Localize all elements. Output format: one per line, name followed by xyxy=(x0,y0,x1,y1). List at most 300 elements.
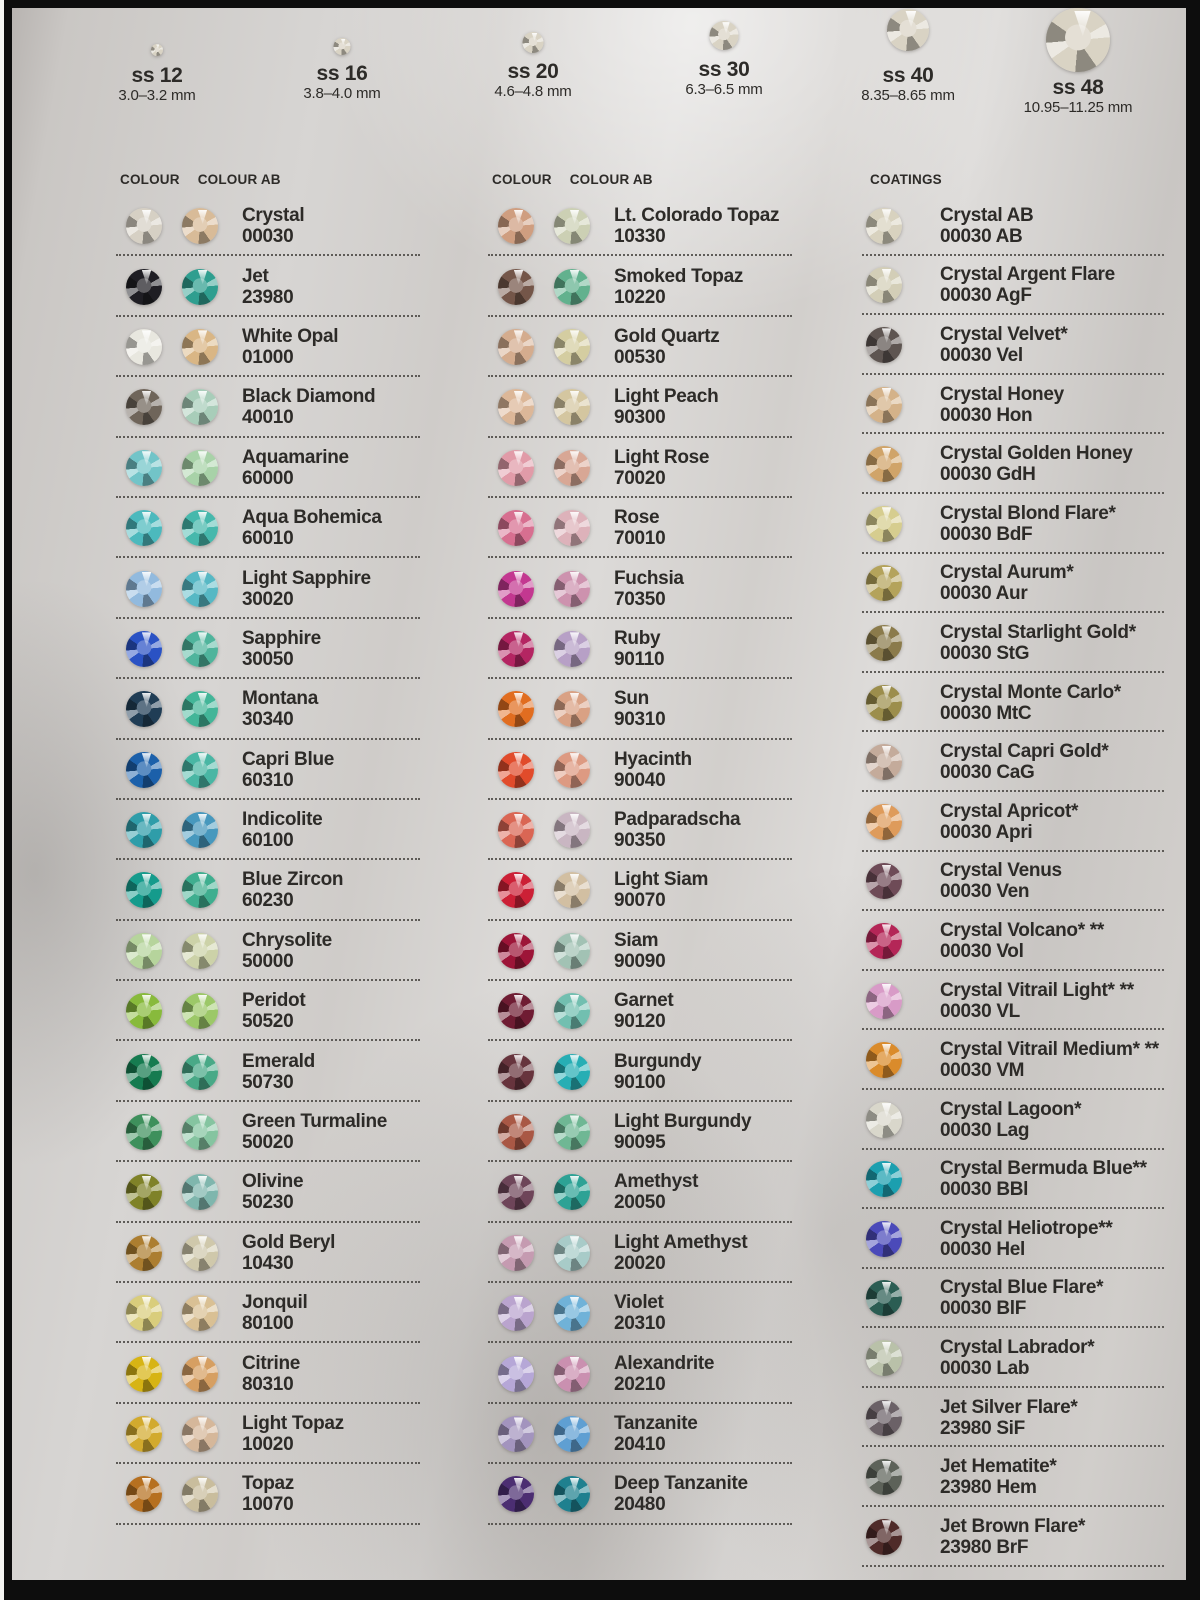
colour-swatch xyxy=(498,269,534,305)
colour-name: Aqua Bohemica xyxy=(242,507,382,529)
colour-name: Amethyst xyxy=(614,1171,699,1193)
colour-name: Crystal Honey xyxy=(940,383,1064,405)
colour-name: Jet Hematite* xyxy=(940,1456,1057,1478)
colour-name: Crystal Starlight Gold* xyxy=(940,621,1136,643)
colour-name: Light Burgundy xyxy=(614,1111,752,1133)
colour-text xyxy=(940,264,1115,306)
colour-code: 90070 xyxy=(614,890,666,912)
colour-row xyxy=(860,1209,1170,1269)
column-colour-2 xyxy=(486,172,798,1525)
colour-code: 00030 Hel xyxy=(940,1238,1025,1260)
colour-text xyxy=(242,749,334,791)
colour-name: Fuchsia xyxy=(614,567,684,589)
colour-text xyxy=(940,920,1104,962)
coating-swatch xyxy=(866,685,902,721)
colour-ab-swatch xyxy=(554,269,590,305)
colour-code: 00030 MtC xyxy=(940,702,1032,724)
colour-name: Ruby xyxy=(614,627,661,649)
colour-code: 23980 BrF xyxy=(940,1536,1029,1558)
colour-ab-swatch xyxy=(182,872,218,908)
colour-text xyxy=(940,324,1068,366)
colour-name: Capri Blue xyxy=(242,748,335,770)
size-mm: 4.6–4.8 mm xyxy=(494,83,572,100)
colour-name: White Opal xyxy=(242,325,339,347)
coating-swatch xyxy=(866,983,902,1019)
colour-swatch xyxy=(126,329,162,365)
colour-code: 23980 SiF xyxy=(940,1417,1025,1439)
colour-code: 90100 xyxy=(614,1071,666,1093)
coating-swatch xyxy=(866,1459,902,1495)
colour-ab-swatch xyxy=(554,450,590,486)
colour-swatch xyxy=(126,933,162,969)
coating-swatch xyxy=(866,744,902,780)
colour-ab-swatch xyxy=(182,1054,218,1090)
colour-swatch xyxy=(498,571,534,607)
colour-code: 90095 xyxy=(614,1132,666,1154)
colour-swatch xyxy=(498,1416,534,1452)
colour-swatch xyxy=(126,269,162,305)
colour-row xyxy=(114,438,426,498)
colour-ab-swatch xyxy=(554,933,590,969)
column-header-label: COLOUR AB xyxy=(569,172,653,187)
colour-code: 10070 xyxy=(242,1494,294,1516)
colour-code: 20210 xyxy=(614,1373,666,1395)
colour-name: Gold Beryl xyxy=(242,1231,336,1253)
column-headers xyxy=(860,172,1170,196)
colour-text xyxy=(614,447,709,489)
colour-ab-swatch xyxy=(554,1476,590,1512)
colour-swatch xyxy=(126,1416,162,1452)
column-headers xyxy=(486,172,798,196)
colour-text xyxy=(614,1051,701,1093)
colour-swatch xyxy=(126,1295,162,1331)
colour-row xyxy=(114,1041,426,1101)
colour-text xyxy=(940,443,1133,485)
colour-name: Green Turmaline xyxy=(242,1111,388,1133)
colour-text xyxy=(614,688,665,730)
colour-name: Light Amethyst xyxy=(614,1231,748,1253)
colour-code: 90350 xyxy=(614,830,666,852)
colour-ab-swatch xyxy=(182,1114,218,1150)
colour-name: Crystal Vitrail Medium* ** xyxy=(940,1039,1159,1061)
colour-row xyxy=(486,196,798,256)
colour-name: Sapphire xyxy=(242,627,321,649)
colour-text xyxy=(940,503,1116,545)
colour-ab-swatch xyxy=(554,1416,590,1452)
colour-ab-swatch xyxy=(182,631,218,667)
colour-row xyxy=(486,860,798,920)
colour-ab-swatch xyxy=(182,269,218,305)
colour-text xyxy=(242,1353,300,1395)
colour-name: Crystal Heliotrope** xyxy=(940,1217,1113,1239)
size-label: ss 40 xyxy=(882,64,934,87)
colour-code: 90310 xyxy=(614,709,666,731)
colour-row xyxy=(114,1343,426,1403)
colour-code: 20310 xyxy=(614,1313,666,1335)
colour-row xyxy=(486,981,798,1041)
coating-swatch xyxy=(866,267,902,303)
colour-text xyxy=(242,1413,344,1455)
colour-swatch xyxy=(498,752,534,788)
colour-name: Crystal xyxy=(242,205,305,227)
colour-text xyxy=(940,1456,1056,1498)
colour-text xyxy=(242,507,382,549)
colour-row xyxy=(486,1162,798,1222)
colour-code: 00030 Lab xyxy=(940,1358,1030,1380)
colour-swatch xyxy=(126,1054,162,1090)
colour-text xyxy=(242,930,332,972)
colour-row xyxy=(114,981,426,1041)
colour-code: 00030 GdH xyxy=(940,464,1036,486)
colour-name: Crystal Lagoon* xyxy=(940,1098,1082,1120)
colour-code: 00530 xyxy=(614,346,666,368)
colour-ab-swatch xyxy=(554,993,590,1029)
colour-name: Crystal Golden Honey xyxy=(940,443,1133,465)
colour-swatch xyxy=(126,812,162,848)
colour-name: Light Sapphire xyxy=(242,567,371,589)
colour-code: 50000 xyxy=(242,950,294,972)
colour-row xyxy=(114,1283,426,1343)
colour-code: 90090 xyxy=(614,950,666,972)
colour-text xyxy=(242,628,321,670)
crystal-size-gem xyxy=(887,9,929,51)
colour-row xyxy=(860,1328,1170,1388)
size-label: ss 16 xyxy=(316,62,368,85)
colour-name: Crystal Apricot* xyxy=(940,800,1079,822)
colour-name: Crystal Argent Flare xyxy=(940,264,1115,286)
colour-row xyxy=(486,740,798,800)
colour-row xyxy=(114,1162,426,1222)
colour-row xyxy=(860,673,1170,733)
coating-swatch xyxy=(866,1042,902,1078)
column-header-label: COLOUR AB xyxy=(197,172,281,187)
colour-swatch xyxy=(498,510,534,546)
colour-text xyxy=(242,688,318,730)
colour-text xyxy=(940,1516,1085,1558)
colour-code: 70350 xyxy=(614,588,666,610)
colour-name: Sun xyxy=(614,688,649,710)
colour-text xyxy=(614,507,665,549)
colour-row xyxy=(114,1404,426,1464)
colour-text xyxy=(242,809,322,851)
colour-swatch xyxy=(498,208,534,244)
colour-name: Aquamarine xyxy=(242,446,349,468)
colour-code: 00030 Vel xyxy=(940,344,1023,366)
size-mm: 8.35–8.65 mm xyxy=(861,87,955,104)
size-mm: 10.95–11.25 mm xyxy=(1023,99,1133,116)
colour-ab-swatch xyxy=(554,510,590,546)
colour-row xyxy=(860,494,1170,554)
colour-code: 70020 xyxy=(614,467,666,489)
colour-name: Crystal Aurum* xyxy=(940,562,1074,584)
colour-ab-swatch xyxy=(182,329,218,365)
colour-code: 60100 xyxy=(242,830,294,852)
colour-name: Jonquil xyxy=(242,1292,308,1314)
colour-row xyxy=(486,377,798,437)
colour-text xyxy=(242,568,371,610)
colour-row xyxy=(860,1090,1170,1150)
size-mm: 3.8–4.0 mm xyxy=(303,85,381,102)
colour-text xyxy=(242,447,349,489)
coating-swatch xyxy=(866,1340,902,1376)
colour-code: 00030 Vol xyxy=(940,940,1024,962)
colour-name: Crystal Monte Carlo* xyxy=(940,681,1121,703)
colour-text xyxy=(614,930,665,972)
colour-name: Jet Brown Flare* xyxy=(940,1515,1086,1537)
colour-row xyxy=(486,800,798,860)
colour-row xyxy=(114,256,426,316)
colour-text xyxy=(614,568,684,610)
colour-row xyxy=(114,619,426,679)
coating-swatch xyxy=(866,1400,902,1436)
colour-text xyxy=(940,205,1033,247)
colour-text xyxy=(940,1099,1081,1141)
colour-code: 20050 xyxy=(614,1192,666,1214)
colour-ab-swatch xyxy=(554,389,590,425)
colour-swatch xyxy=(498,812,534,848)
coating-swatch xyxy=(866,804,902,840)
colour-text xyxy=(940,801,1078,843)
colour-swatch xyxy=(126,993,162,1029)
colour-text xyxy=(940,1039,1159,1081)
colour-text xyxy=(242,1232,335,1274)
colour-code: 01000 xyxy=(242,346,294,368)
colour-name: Crystal Bermuda Blue** xyxy=(940,1158,1147,1180)
colour-swatch xyxy=(498,1174,534,1210)
colour-ab-swatch xyxy=(554,1054,590,1090)
colour-swatch xyxy=(126,1356,162,1392)
coating-swatch xyxy=(866,1519,902,1555)
colour-swatch xyxy=(126,631,162,667)
colour-code: 00030 BBl xyxy=(940,1179,1029,1201)
column-header-label: COATINGS xyxy=(870,172,942,187)
colour-code: 00030 Hon xyxy=(940,404,1033,426)
colour-row xyxy=(114,800,426,860)
colour-ab-swatch xyxy=(182,691,218,727)
colour-text xyxy=(242,1051,315,1093)
colour-row xyxy=(486,921,798,981)
colour-code: 00030 Apri xyxy=(940,821,1033,843)
chart-card xyxy=(12,8,1186,1580)
coating-swatch xyxy=(866,565,902,601)
colour-ab-swatch xyxy=(182,993,218,1029)
colour-name: Violet xyxy=(614,1292,664,1314)
coating-swatch xyxy=(866,625,902,661)
colour-text xyxy=(614,809,740,851)
colour-text xyxy=(614,869,708,911)
size-mm: 6.3–6.5 mm xyxy=(685,81,763,98)
colour-row xyxy=(860,1507,1170,1567)
colour-text xyxy=(614,990,673,1032)
colour-name: Crystal AB xyxy=(940,204,1034,226)
colour-row xyxy=(114,377,426,437)
colour-code: 60310 xyxy=(242,769,294,791)
colour-code: 00030 AB xyxy=(940,225,1023,247)
colour-ab-swatch xyxy=(182,812,218,848)
colour-text xyxy=(940,1158,1147,1200)
colour-ab-swatch xyxy=(182,752,218,788)
coating-swatch xyxy=(866,923,902,959)
colour-name: Montana xyxy=(242,688,319,710)
colour-name: Tanzanite xyxy=(614,1413,698,1434)
colour-swatch xyxy=(498,1476,534,1512)
colour-text xyxy=(614,1413,698,1455)
colour-text xyxy=(940,682,1121,724)
colour-name: Deep Tanzanite xyxy=(614,1473,748,1495)
colour-swatch xyxy=(126,1235,162,1271)
colour-text xyxy=(614,1232,747,1274)
colour-swatch xyxy=(126,208,162,244)
colour-row xyxy=(114,1102,426,1162)
colour-swatch xyxy=(498,1054,534,1090)
colour-swatch xyxy=(126,450,162,486)
colour-code: 10330 xyxy=(614,226,666,248)
colour-row xyxy=(860,1447,1170,1507)
column-header-label: COLOUR xyxy=(492,172,552,187)
colour-row xyxy=(860,1269,1170,1329)
colour-text xyxy=(940,1277,1103,1319)
colour-ab-swatch xyxy=(182,1174,218,1210)
colour-code: 00030 BdF xyxy=(940,523,1033,545)
crystal-size-gem xyxy=(523,32,544,53)
colour-code: 23980 Hem xyxy=(940,1477,1037,1499)
colour-name: Crystal Vitrail Light* ** xyxy=(940,979,1134,1001)
colour-text xyxy=(242,869,343,911)
colour-text xyxy=(614,386,718,428)
colour-name: Crystal Blue Flare* xyxy=(940,1277,1104,1299)
crystal-size-gem xyxy=(334,38,351,55)
colour-name: Chrysolite xyxy=(242,929,332,951)
colour-ab-swatch xyxy=(554,752,590,788)
coating-swatch xyxy=(866,327,902,363)
colour-name: Peridot xyxy=(242,990,306,1012)
colour-code: 00030 Ven xyxy=(940,881,1030,903)
coating-swatch xyxy=(866,208,902,244)
colour-code: 30340 xyxy=(242,709,294,731)
colour-row xyxy=(486,1223,798,1283)
colour-row xyxy=(114,498,426,558)
colour-row xyxy=(486,1404,798,1464)
colour-ab-swatch xyxy=(554,631,590,667)
colour-text xyxy=(614,1473,748,1515)
colour-text xyxy=(242,1473,294,1515)
colour-code: 50020 xyxy=(242,1132,294,1154)
colour-name: Hyacinth xyxy=(614,748,692,770)
colour-ab-swatch xyxy=(554,571,590,607)
colour-code: 80100 xyxy=(242,1313,294,1335)
colour-text xyxy=(614,266,743,308)
colour-row xyxy=(114,1223,426,1283)
colour-text xyxy=(940,1337,1094,1379)
coating-swatch xyxy=(866,1221,902,1257)
colour-row xyxy=(860,971,1170,1031)
colour-name: Olivine xyxy=(242,1171,304,1193)
colour-swatch xyxy=(498,1114,534,1150)
colour-row xyxy=(860,792,1170,852)
colour-ab-swatch xyxy=(182,1356,218,1392)
colour-text xyxy=(940,384,1064,426)
colour-code: 00030 VM xyxy=(940,1060,1025,1082)
colour-row xyxy=(114,558,426,618)
colour-name: Burgundy xyxy=(614,1050,702,1072)
crystal-size-gem xyxy=(710,21,739,50)
colour-code: 60010 xyxy=(242,528,294,550)
colour-name: Rose xyxy=(614,507,660,529)
colour-swatch xyxy=(498,329,534,365)
colour-code: 90110 xyxy=(614,648,665,670)
colour-ab-swatch xyxy=(182,208,218,244)
colour-name: Emerald xyxy=(242,1050,315,1072)
colour-row xyxy=(860,1388,1170,1448)
colour-row xyxy=(114,860,426,920)
colour-text xyxy=(242,1171,303,1213)
colour-name: Topaz xyxy=(242,1473,294,1495)
colour-row xyxy=(486,1464,798,1524)
colour-name: Citrine xyxy=(242,1352,301,1374)
colour-text xyxy=(242,1292,307,1334)
colour-code: 00030 VL xyxy=(940,1000,1020,1022)
colour-code: 20410 xyxy=(614,1434,666,1455)
colour-row xyxy=(486,498,798,558)
colour-ab-swatch xyxy=(554,872,590,908)
colour-row xyxy=(486,679,798,739)
colour-swatch xyxy=(498,1295,534,1331)
colour-code: 00030 xyxy=(242,226,294,248)
colour-swatch xyxy=(126,389,162,425)
colour-code: 30020 xyxy=(242,588,294,610)
colour-swatch xyxy=(498,933,534,969)
colour-ab-swatch xyxy=(554,812,590,848)
colour-text xyxy=(940,1218,1112,1260)
colour-text xyxy=(242,326,338,368)
colour-code: 00030 CaG xyxy=(940,762,1035,784)
colour-code: 00030 StG xyxy=(940,642,1030,664)
colour-name: Alexandrite xyxy=(614,1352,715,1374)
colour-code: 90300 xyxy=(614,407,666,429)
colour-ab-swatch xyxy=(182,1416,218,1452)
coating-swatch xyxy=(866,446,902,482)
colour-text xyxy=(940,622,1136,664)
colour-row xyxy=(486,558,798,618)
colour-code: 90120 xyxy=(614,1011,666,1033)
coating-swatch xyxy=(866,387,902,423)
colour-code: 00030 BlF xyxy=(940,1298,1027,1320)
colour-swatch xyxy=(126,1114,162,1150)
colour-row xyxy=(486,317,798,377)
column-colour-1 xyxy=(114,172,426,1525)
colour-ab-swatch xyxy=(554,1295,590,1331)
coating-swatch xyxy=(866,863,902,899)
colour-text xyxy=(614,1353,714,1395)
colour-text xyxy=(614,326,719,368)
colour-ab-swatch xyxy=(554,1114,590,1150)
colour-code: 10220 xyxy=(614,286,666,308)
colour-text xyxy=(614,205,779,247)
colour-row xyxy=(486,438,798,498)
colour-row xyxy=(860,613,1170,673)
colour-swatch xyxy=(498,389,534,425)
colour-ab-swatch xyxy=(182,450,218,486)
colour-text xyxy=(940,1397,1077,1439)
colour-row xyxy=(114,921,426,981)
colour-text xyxy=(614,1292,665,1334)
colour-code: 40010 xyxy=(242,407,294,429)
colour-row xyxy=(114,196,426,256)
column-headers xyxy=(114,172,426,196)
coating-swatch xyxy=(866,1161,902,1197)
colour-text xyxy=(940,741,1109,783)
colour-row xyxy=(114,679,426,739)
